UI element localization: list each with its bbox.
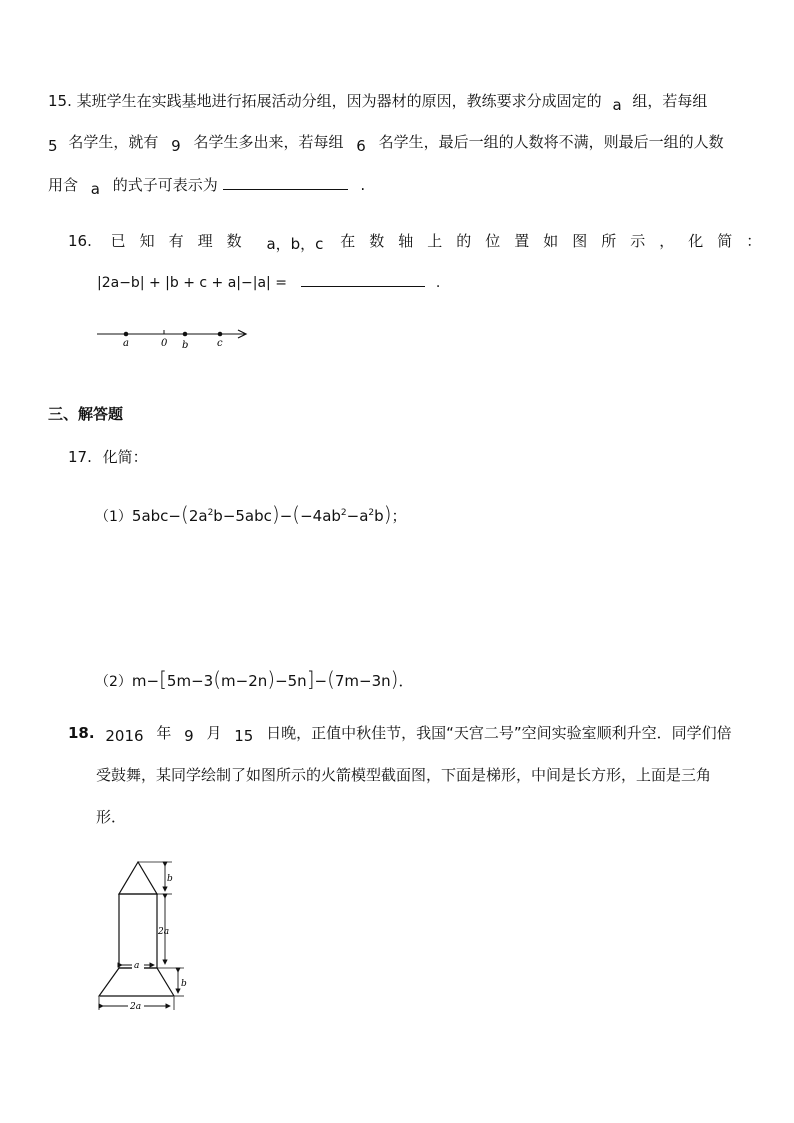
answer-blank[interactable] (301, 286, 425, 287)
q18-line3: 形． (96, 808, 127, 826)
q16-expression: |2a−b| + |b + c + a|−|a| = . (97, 275, 441, 291)
answer-blank[interactable] (223, 189, 348, 190)
label-b-top: b (167, 874, 173, 884)
q17-part2: （2）m−[5m−3(m−2n)−5n]−(7m−3n)． (95, 667, 414, 691)
expression-2: m−[5m−3(m−2n)−5n]−(7m−3n)． (131, 667, 414, 691)
label-a-mid: a (134, 961, 140, 971)
trapezoid-base (99, 968, 174, 996)
label-2a-side: 2a (158, 927, 170, 937)
section-title: 三、解答题 (48, 405, 124, 423)
q18-line2: 受鼓舞，某同学绘制了如图所示的火箭模型截面图，下面是梯形，中间是长方形，上面是三角 (96, 766, 712, 784)
label-c: c (217, 338, 223, 349)
q18-line1: 18. 2016 年 9 月 15 日晚，正值中秋佳节，我国“天宫二号”空间实验室顺利升空．同学们倍 (68, 724, 732, 745)
q16-number: 16. (68, 232, 92, 250)
label-2a-bottom: 2a (130, 1002, 142, 1012)
q17-part1: $(1)5abc-(2a^2b-5abc)-(-4ab^2-a^2b)$； (95, 502, 407, 526)
rectangle-body (119, 894, 157, 968)
q16-line1: 16. 已知有理数 a，b，c 在数轴上的位置如图所示，化简： (68, 232, 776, 253)
q15-line2: 5 名学生，就有 9 名学生多出来，若每组 6 名学生，最后一组的人数将不满，则最后一组的人数 (48, 133, 724, 155)
q15-number: 15. (48, 92, 72, 110)
expression-1: $5abc-(2a^2b-5abc)-(-4ab^2-a^2b)$； (131, 502, 407, 526)
q18-number: 18. (68, 724, 95, 742)
label-b-bottom: b (181, 979, 187, 989)
point-c (218, 332, 223, 337)
label-b: b (182, 340, 189, 350)
point-b (183, 332, 188, 337)
q15-line1: 15. 某班学生在实践基地进行拓展活动分组，因为器材的原因，教练要求分成固定的 a 组，若每组 (48, 92, 708, 114)
q15-line3: 用含 a 的式子可表示为 . (48, 176, 366, 198)
label-0: 0 (161, 338, 168, 349)
label-a: a (123, 338, 129, 349)
q17-title: 17. 化简： (68, 448, 148, 466)
q17-number: 17. (68, 448, 92, 466)
point-a (124, 332, 129, 337)
triangle-top (119, 862, 157, 894)
number-line (95, 324, 255, 350)
rocket-diagram (92, 858, 202, 1014)
